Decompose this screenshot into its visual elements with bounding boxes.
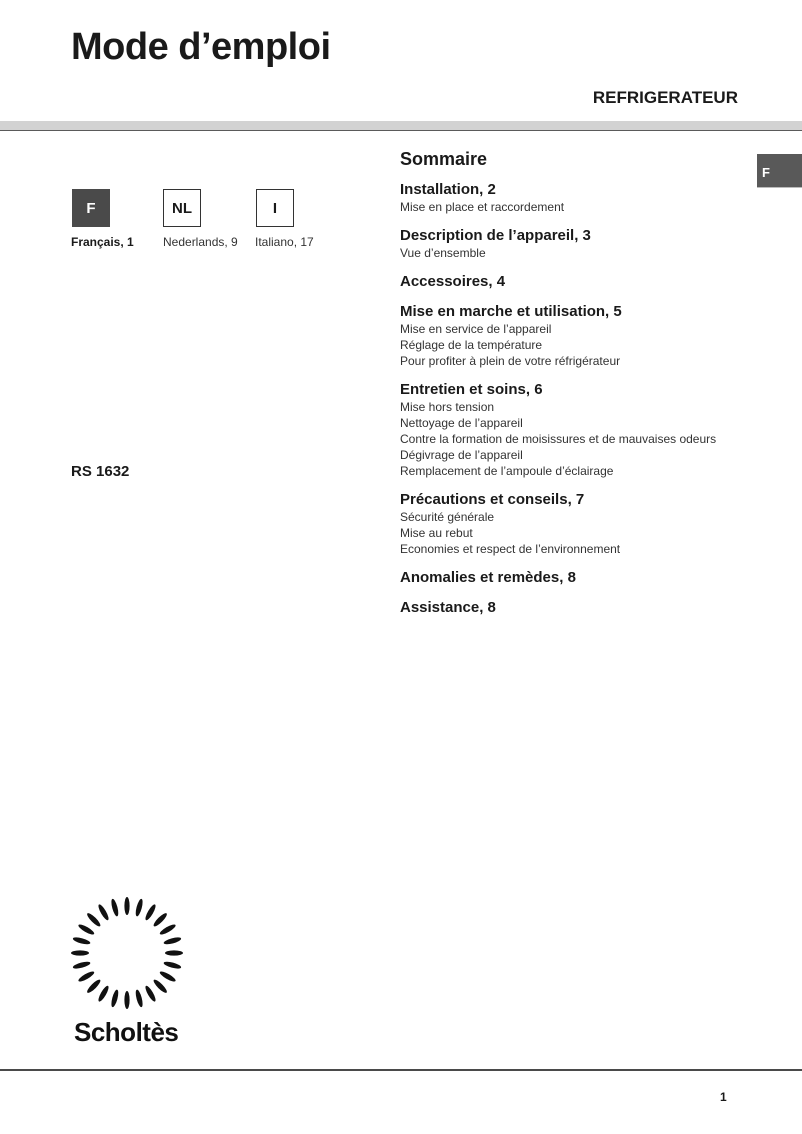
language-box-italian[interactable]: I bbox=[256, 189, 294, 227]
toc-section-precautions bbox=[400, 491, 780, 557]
toc-subitem: Mise en service de l’appareil bbox=[400, 322, 552, 336]
toc-subitem: Pour profiter à plein de votre réfrigérateur bbox=[400, 354, 621, 368]
toc-section-description bbox=[400, 227, 780, 261]
toc-section-title[interactable]: Installation, 2 bbox=[400, 181, 496, 198]
toc-section-title[interactable]: Anomalies et remèdes, 8 bbox=[400, 569, 576, 586]
language-box-dutch[interactable]: NL bbox=[163, 189, 201, 227]
page-number: 1 bbox=[720, 1090, 727, 1104]
toc-section-title[interactable]: Accessoires, 4 bbox=[400, 273, 506, 290]
product-type: REFRIGERATEUR bbox=[592, 88, 738, 107]
toc-subitem: Réglage de la température bbox=[400, 338, 543, 352]
toc-heading: Sommaire bbox=[400, 149, 488, 169]
toc-section-accessoires bbox=[400, 273, 780, 291]
toc-section-title[interactable]: Entretien et soins, 6 bbox=[400, 381, 543, 398]
toc-section-anomalies bbox=[400, 569, 780, 587]
toc-subitem: Remplacement de l’ampoule d’éclairage bbox=[400, 464, 614, 478]
toc-subitem: Mise en place et raccordement bbox=[400, 200, 565, 214]
language-side-tab: F bbox=[757, 154, 802, 188]
language-label-italian[interactable]: Italiano, 17 bbox=[255, 235, 314, 249]
toc-section-title[interactable]: Mise en marche et utilisation, 5 bbox=[400, 303, 622, 320]
model-number: RS 1632 bbox=[71, 463, 130, 480]
table-of-contents bbox=[400, 149, 780, 629]
language-label-french[interactable]: Français, 1 bbox=[71, 235, 134, 249]
toc-section-entretien bbox=[400, 381, 780, 479]
toc-section-assistance bbox=[400, 599, 780, 617]
header-divider-band bbox=[0, 121, 802, 131]
brand-logo-text: Scholtès bbox=[74, 1017, 179, 1047]
toc-section-title[interactable]: Précautions et conseils, 7 bbox=[400, 491, 585, 508]
toc-section-installation bbox=[400, 181, 780, 215]
toc-subitem: Mise hors tension bbox=[400, 400, 495, 414]
toc-section-mise-en-marche bbox=[400, 303, 780, 369]
language-box-french[interactable]: F bbox=[72, 189, 110, 227]
toc-subitem: Sécurité générale bbox=[400, 510, 495, 524]
toc-subitem: Contre la formation de moisissures et de mauvaises odeurs bbox=[400, 432, 717, 446]
document-title: Mode d’emploi bbox=[71, 26, 331, 68]
toc-subitem: Nettoyage de l’appareil bbox=[400, 416, 523, 430]
toc-section-title[interactable]: Assistance, 8 bbox=[400, 599, 496, 616]
toc-subitem: Vue d’ensemble bbox=[400, 246, 486, 260]
toc-section-title[interactable]: Description de l’appareil, 3 bbox=[400, 227, 591, 244]
toc-subitem: Dégivrage de l’appareil bbox=[400, 448, 523, 462]
footer-divider bbox=[0, 1069, 802, 1071]
toc-subitem: Mise au rebut bbox=[400, 526, 473, 540]
language-label-dutch[interactable]: Nederlands, 9 bbox=[163, 235, 238, 249]
toc-subitem: Economies et respect de l’environnement bbox=[400, 542, 621, 556]
